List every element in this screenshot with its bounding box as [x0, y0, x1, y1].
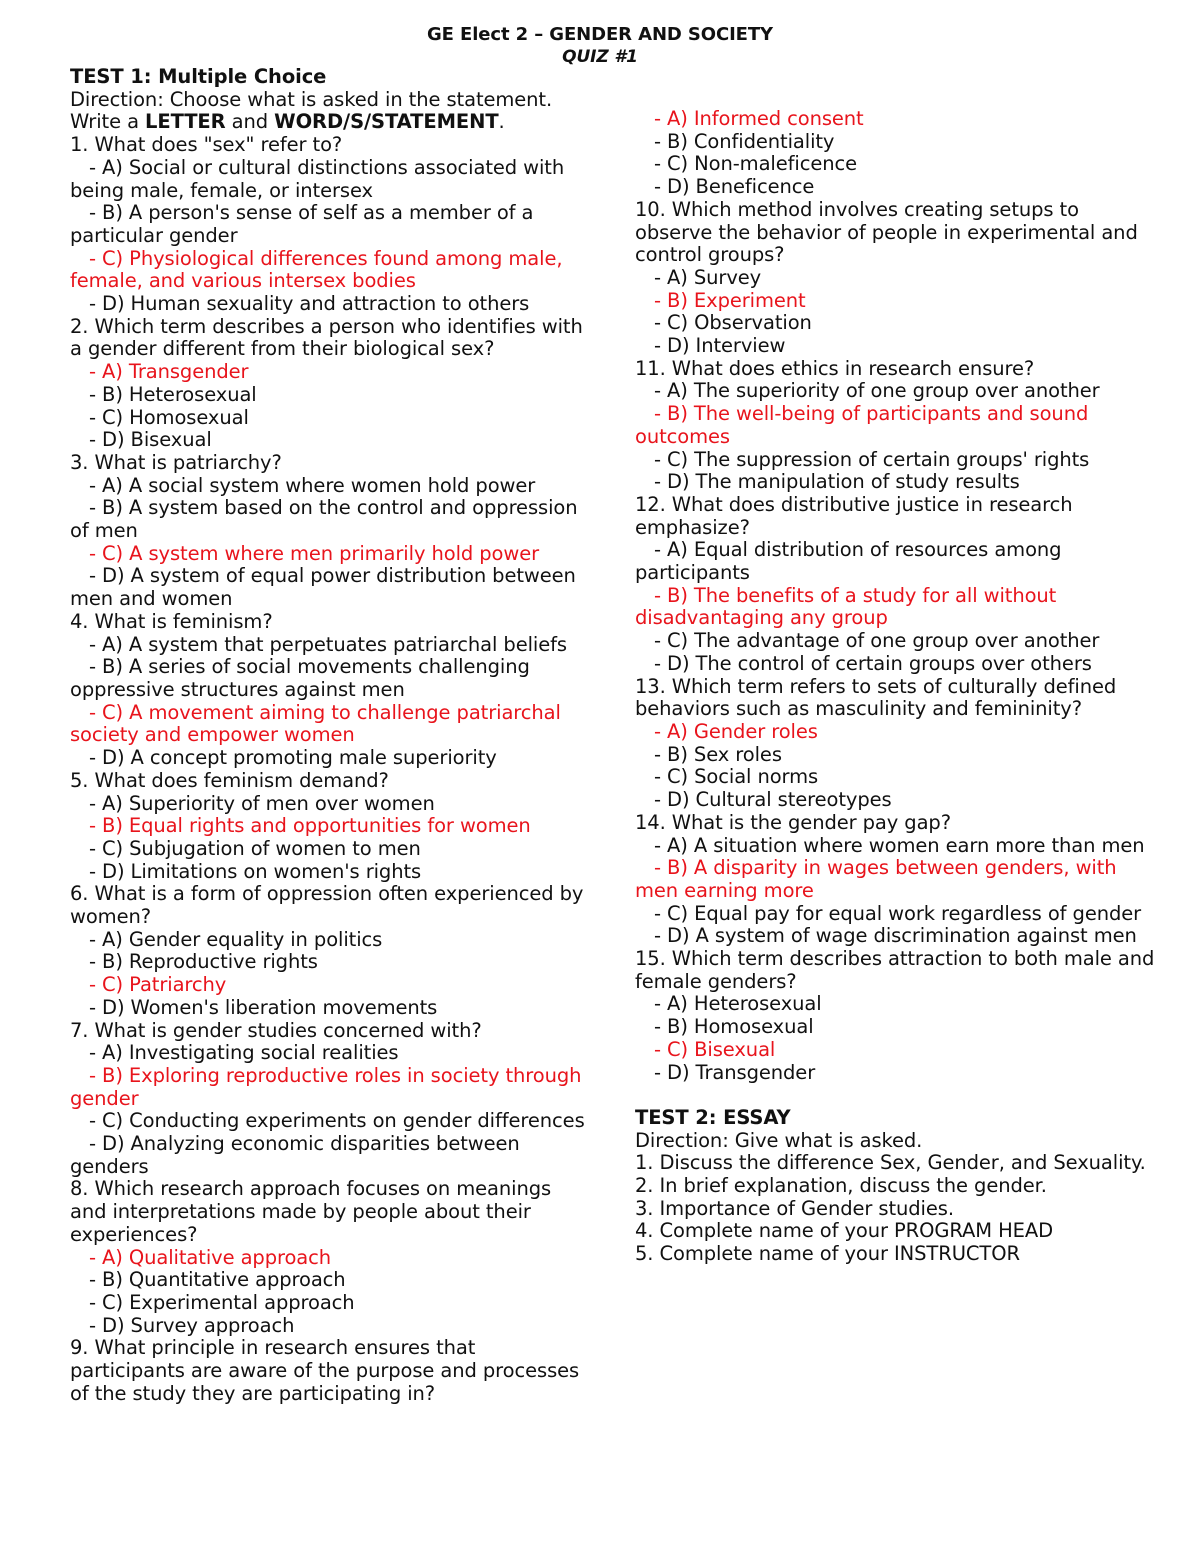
test1-heading: TEST 1: Multiple Choice	[70, 65, 327, 88]
question-4-option-d: - D) A concept promoting male superiority	[89, 746, 497, 770]
question-11-option-c: - C) The suppression of certain groups' rights	[654, 447, 1090, 471]
question-15-option-d: - D) Transgender	[654, 1060, 816, 1084]
question-14-option-c: - C) Equal pay for equal work regardless of gender	[654, 901, 1142, 925]
question-15-option-b: - B) Homosexual	[654, 1015, 814, 1039]
section-spacer	[635, 1084, 1155, 1107]
question-10: 10. Which method involves creating setups to observe the behavior of people in experimental and control groups?	[635, 197, 1138, 267]
question-2-option-b: - B) Heterosexual	[89, 382, 257, 406]
question-1-option-b: - B) A person's sense of self as a member of a particular gender	[70, 201, 534, 247]
direction-keyword-letter: LETTER	[145, 110, 226, 134]
question-9-option-c: - C) Non-maleficence	[654, 152, 858, 176]
question-6-option-a: - A) Gender equality in politics	[89, 927, 383, 951]
question-5: 5. What does feminism demand?	[70, 768, 389, 792]
question-2-option-a: - A) Transgender	[89, 360, 249, 384]
question-8-option-b: - B) Quantitative approach	[89, 1268, 346, 1292]
question-12-option-d: - D) The control of certain groups over others	[654, 651, 1092, 675]
question-10-option-a: - A) Survey	[654, 265, 762, 289]
question-13-option-c: - C) Social norms	[654, 765, 819, 789]
question-8-option-d: - D) Survey approach	[89, 1313, 295, 1337]
document-subtitle: QUIZ #1	[562, 47, 638, 67]
question-2-option-c: - C) Homosexual	[89, 405, 249, 429]
question-7-option-c: - C) Conducting experiments on gender differences	[89, 1109, 585, 1133]
left-column	[70, 66, 590, 1405]
question-15: 15. Which term describes attraction to both male and female genders?	[635, 947, 1155, 993]
question-11: 11. What does ethics in research ensure?	[635, 356, 1035, 380]
question-6-option-b: - B) Reproductive rights	[89, 950, 318, 974]
direction-text: Direction: Choose what is asked in the statement. Write a	[70, 87, 553, 134]
question-13: 13. Which term refers to sets of culturally defined behaviors such as masculinity and femininity?	[635, 674, 1117, 721]
question-12: 12. What does distributive justice in research emphasize?	[635, 492, 1073, 539]
question-15-option-a: - A) Heterosexual	[654, 992, 822, 1016]
essay-item-list	[635, 1152, 1155, 1266]
question-4-option-b: - B) A series of social movements challenging oppressive structures against men	[70, 655, 530, 701]
direction-text-end: .	[498, 110, 505, 134]
right-column	[635, 108, 1155, 1266]
question-14-option-d: - D) A system of wage discrimination against men	[654, 924, 1137, 948]
question-9-option-a: - A) Informed consent	[654, 107, 864, 130]
question-12-option-b: - B) The benefits of a study for all without disadvantaging any group	[635, 583, 1057, 630]
question-3-option-a: - A) A social system where women hold power	[89, 473, 536, 497]
question-6-option-d: - D) Women's liberation movements	[89, 995, 438, 1019]
document-title: GE Elect 2 – GENDER AND SOCIETY	[427, 24, 773, 45]
question-14-option-b: - B) A disparity in wages between genders, with men earning more	[635, 856, 1117, 902]
question-14-option-a: - A) A situation where women earn more than men	[654, 833, 1145, 857]
question-9-option-b: - B) Confidentiality	[654, 129, 835, 153]
question-5-option-c: - C) Subjugation of women to men	[89, 836, 421, 860]
question-9-option-d: - D) Beneficence	[654, 175, 815, 199]
question-8-option-c: - C) Experimental approach	[89, 1290, 355, 1314]
question-5-option-b: - B) Equal rights and opportunities for women	[89, 814, 531, 838]
question-11-option-b: - B) The well-being of participants and sound outcomes	[635, 402, 1089, 448]
question-3-option-b: - B) A system based on the control and oppression of men	[70, 496, 578, 543]
essay-item-3: 3. Importance of Gender studies.	[635, 1196, 954, 1220]
question-12-option-a: - A) Equal distribution of resources among participants	[635, 538, 1062, 585]
question-13-option-b: - B) Sex roles	[654, 742, 782, 766]
question-6-option-c: - C) Patriarchy	[89, 973, 227, 997]
direction-keyword-words: WORD/S/STATEMENT	[274, 110, 499, 134]
essay-item-2: 2. In brief explanation, discuss the gender.	[635, 1174, 1047, 1198]
question-11-option-a: - A) The superiority of one group over another	[654, 379, 1100, 403]
essay-item-5: 5. Complete name of your INSTRUCTOR	[635, 1242, 1020, 1266]
question-11-option-d: - D) The manipulation of study results	[654, 470, 1020, 494]
question-3: 3. What is patriarchy?	[70, 450, 282, 474]
direction-text-mid: and	[225, 110, 275, 134]
question-8-option-a: - A) Qualitative approach	[89, 1245, 332, 1269]
question-13-option-a: - A) Gender roles	[654, 719, 818, 743]
question-6: 6. What is a form of oppression often experienced by women?	[70, 882, 584, 929]
left-question-list	[70, 134, 590, 1405]
question-14: 14. What is the gender pay gap?	[635, 810, 951, 834]
question-13-option-d: - D) Cultural stereotypes	[654, 788, 892, 812]
question-5-option-a: - A) Superiority of men over women	[89, 791, 435, 815]
question-7-option-a: - A) Investigating social realities	[89, 1041, 399, 1065]
question-2-option-d: - D) Bisexual	[89, 428, 212, 452]
question-1-option-a: - A) Social or cultural distinctions associated with being male, female, or intersex	[70, 155, 565, 202]
question-4-option-c: - C) A movement aiming to challenge patriarchal society and empower women	[70, 700, 561, 747]
test2-direction: Direction: Give what is asked.	[635, 1128, 923, 1152]
question-7-option-d: - D) Analyzing economic disparities between genders	[70, 1132, 520, 1178]
question-12-option-c: - C) The advantage of one group over another	[654, 629, 1100, 653]
question-3-option-d: - D) A system of equal power distribution between men and women	[70, 564, 576, 611]
question-4: 4. What is feminism?	[70, 609, 273, 633]
question-7: 7. What is gender studies concerned with?	[70, 1018, 482, 1042]
essay-item-4: 4. Complete name of your PROGRAM HEAD	[635, 1219, 1054, 1243]
document-header	[0, 24, 1200, 68]
question-7-option-b: - B) Exploring reproductive roles in society through gender	[70, 1063, 582, 1110]
question-8: 8. Which research approach focuses on meanings and interpretations made by people about their experiences?	[70, 1177, 552, 1246]
question-3-option-c: - C) A system where men primarily hold power	[89, 541, 540, 565]
essay-item-1: 1. Discuss the difference Sex, Gender, and Sexuality.	[635, 1151, 1146, 1175]
question-10-option-d: - D) Interview	[654, 334, 786, 358]
question-15-option-c: - C) Bisexual	[654, 1037, 776, 1061]
right-question-list	[635, 108, 1155, 1084]
question-1-option-c: - C) Physiological differences found among male, female, and various intersex bodies	[70, 246, 563, 293]
question-1-option-d: - D) Human sexuality and attraction to others	[89, 292, 530, 316]
question-4-option-a: - A) A system that perpetuates patriarchal beliefs	[89, 632, 567, 656]
question-9: 9. What principle in research ensures that participants are aware of the purpose and processes of the study they are participating in?	[70, 1336, 580, 1405]
question-5-option-d: - D) Limitations on women's rights	[89, 859, 422, 883]
question-1: 1. What does "sex" refer to?	[70, 133, 343, 157]
question-10-option-c: - C) Observation	[654, 311, 812, 335]
test1-direction	[70, 89, 590, 134]
question-2: 2. Which term describes a person who identifies with a gender different from their biological sex?	[70, 314, 583, 361]
question-10-option-b: - B) Experiment	[654, 288, 806, 312]
test2-heading: TEST 2: ESSAY	[635, 1105, 791, 1129]
